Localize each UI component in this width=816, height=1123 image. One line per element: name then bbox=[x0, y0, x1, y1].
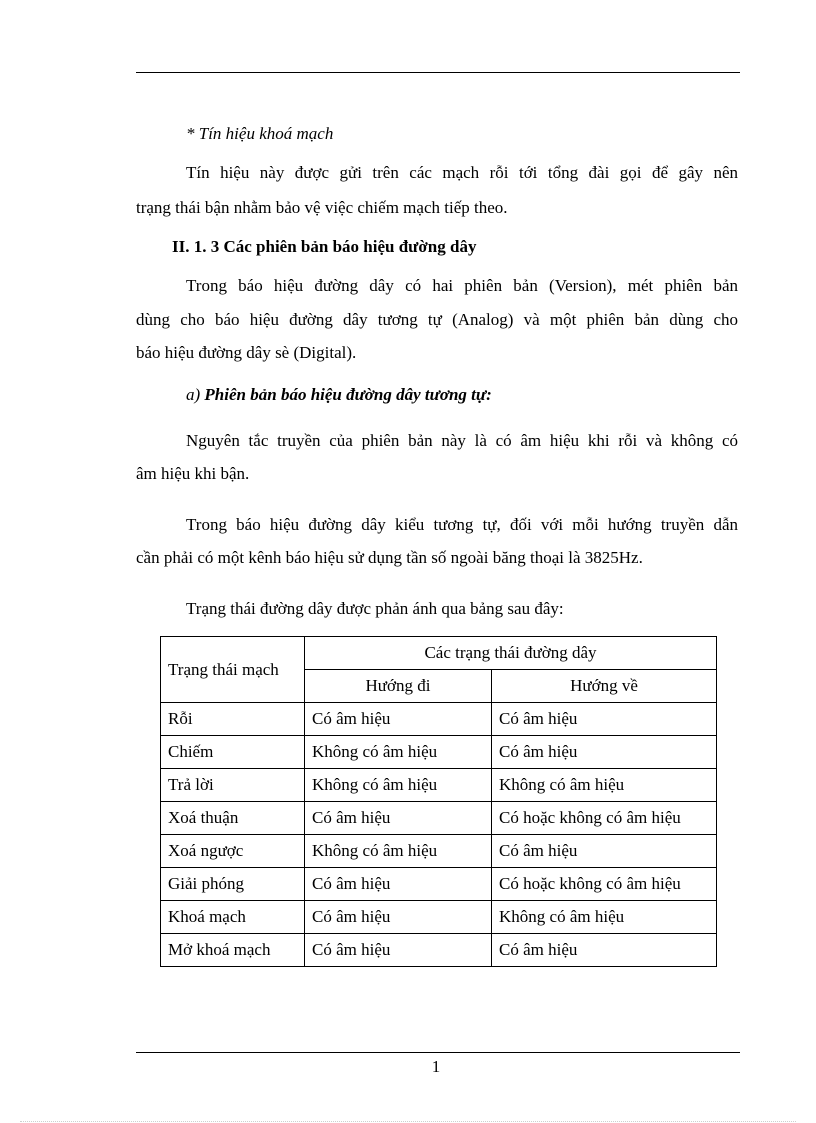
subsection-title: Phiên bản báo hiệu đường dây tương tự: bbox=[204, 385, 492, 404]
cell-state: Mở khoá mạch bbox=[161, 934, 305, 967]
header-rule bbox=[136, 72, 740, 73]
subsection-letter: a) bbox=[186, 385, 201, 404]
table-row bbox=[161, 802, 717, 835]
cell-forward: Không có âm hiệu bbox=[305, 736, 492, 769]
cell-forward: Có âm hiệu bbox=[305, 868, 492, 901]
cell-forward: Có âm hiệu bbox=[305, 901, 492, 934]
cell-forward: Không có âm hiệu bbox=[305, 835, 492, 868]
cell-forward: Có âm hiệu bbox=[305, 934, 492, 967]
table-row bbox=[161, 868, 717, 901]
table-header-row bbox=[161, 637, 717, 670]
table-row bbox=[161, 736, 717, 769]
cell-state: Chiếm bbox=[161, 736, 305, 769]
section-heading: II. 1. 3 Các phiên bản báo hiệu đường dây bbox=[172, 237, 477, 256]
para3-line1: Nguyên tắc truyền của phiên bản này là có âm hiệu khi rỗi và không có bbox=[186, 431, 738, 450]
page-number: 1 bbox=[431, 1057, 441, 1076]
cell-backward: Có hoặc không có âm hiệu bbox=[492, 802, 717, 835]
cell-state: Xoá ngược bbox=[161, 835, 305, 868]
para2-line2: dùng cho báo hiệu đường dây tương tự (Analog) và một phiên bản dùng cho bbox=[136, 310, 738, 329]
table-row bbox=[161, 934, 717, 967]
cell-backward: Có âm hiệu bbox=[492, 736, 717, 769]
header-circuit-state: Trạng thái mạch bbox=[161, 637, 305, 703]
cell-state: Trả lời bbox=[161, 769, 305, 802]
page-edge-divider bbox=[20, 1121, 796, 1122]
cell-state: Giải phóng bbox=[161, 868, 305, 901]
cell-backward: Có âm hiệu bbox=[492, 703, 717, 736]
line-state-table bbox=[160, 636, 717, 967]
cell-backward: Không có âm hiệu bbox=[492, 901, 717, 934]
cell-backward: Không có âm hiệu bbox=[492, 769, 717, 802]
table-row bbox=[161, 769, 717, 802]
para5: Trạng thái đường dây được phản ánh qua bảng sau đây: bbox=[186, 599, 564, 618]
para3-line2: âm hiệu khi bận. bbox=[136, 464, 250, 483]
cell-forward: Có âm hiệu bbox=[305, 802, 492, 835]
cell-forward: Có âm hiệu bbox=[305, 703, 492, 736]
para2-line3: báo hiệu đường dây sè (Digital). bbox=[136, 343, 357, 362]
para2-line1: Trong báo hiệu đường dây có hai phiên bản (Version), mét phiên bản bbox=[186, 276, 738, 295]
header-backward: Hướng về bbox=[492, 670, 717, 703]
subsection-a-heading bbox=[186, 384, 492, 406]
cell-forward: Không có âm hiệu bbox=[305, 769, 492, 802]
cell-state: Xoá thuận bbox=[161, 802, 305, 835]
para4-line2: cần phải có một kênh báo hiệu sử dụng tần số ngoài băng thoại là 3825Hz. bbox=[136, 548, 643, 567]
header-forward: Hướng đi bbox=[305, 670, 492, 703]
cell-state: Rỗi bbox=[161, 703, 305, 736]
table-row bbox=[161, 835, 717, 868]
header-line-states: Các trạng thái đường dây bbox=[305, 637, 717, 670]
para1-line2: trạng thái bận nhằm bảo vệ việc chiếm mạch tiếp theo. bbox=[136, 198, 508, 217]
table-row bbox=[161, 901, 717, 934]
section-heading-italic: * Tín hiệu khoá mạch bbox=[186, 124, 334, 143]
table-row bbox=[161, 703, 717, 736]
cell-backward: Có hoặc không có âm hiệu bbox=[492, 868, 717, 901]
cell-state: Khoá mạch bbox=[161, 901, 305, 934]
para1-line1: Tín hiệu này được gửi trên các mạch rỗi tới tổng đài gọi để gây nên bbox=[186, 163, 738, 182]
cell-backward: Có âm hiệu bbox=[492, 934, 717, 967]
cell-backward: Có âm hiệu bbox=[492, 835, 717, 868]
para4-line1: Trong báo hiệu đường dây kiểu tương tự, đối với mỗi hướng truyền dẫn bbox=[186, 515, 738, 534]
footer-rule bbox=[136, 1052, 740, 1053]
